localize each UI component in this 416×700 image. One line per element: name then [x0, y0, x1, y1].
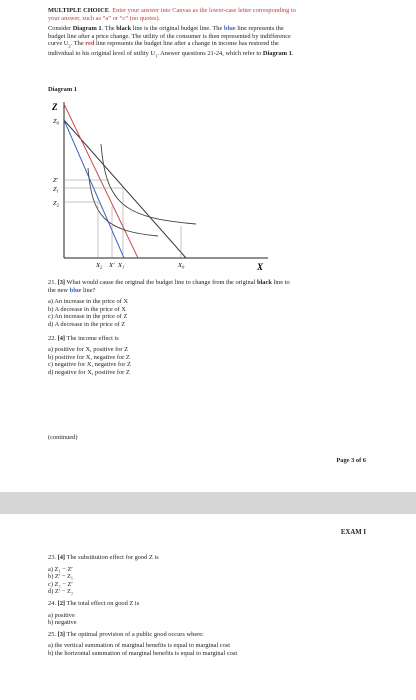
- intro-paragraph: Consider Diagram 1. The black line is the original budget line. The blue line represents the budget line after a price change. The utility of the consumer is then represented by indifference curve $U_2$. The red line represents the budget line after a change in income has restored the individual to his original level of utility $U_1$. Answer questions 21-24, which refer to Diagram 1.: [48, 25, 294, 59]
- q23-option-c: c) Z₂ − Z′: [48, 580, 73, 588]
- q21-option-b: b) A decrease in the price of X: [48, 305, 126, 313]
- q22-option-b: b) positive for X, negative for Z: [48, 353, 130, 361]
- y-tick-z1: $Z_1$: [53, 186, 59, 194]
- y-tick-zprime: Z′: [53, 177, 59, 184]
- y-tick-z2: $Z_2$: [53, 200, 59, 208]
- q25-option-a: a) the vertical summation of marginal benefits is equal to marginal cost: [48, 642, 231, 650]
- q23-option-a: a) Z₁ − Z′: [48, 565, 73, 573]
- question-24-text: 24. [2] The total effect on good Z is: [48, 599, 140, 607]
- q24-option-b: b) negative: [48, 619, 77, 627]
- diagram-title: Diagram 1: [48, 86, 77, 93]
- q24-option-a: a) positive: [48, 611, 75, 619]
- q21-option-a: a) An increase in the price of X: [48, 298, 129, 306]
- x-axis-label: X: [257, 262, 264, 272]
- q21-option-d: d) A decrease in the price of Z: [48, 320, 126, 328]
- q22-option-d: d) negative for X, positive for Z: [48, 368, 130, 376]
- instructions-line-2: your answer, such as “a” or “c” (no quotes).: [48, 14, 161, 22]
- original-budget-line: [64, 120, 186, 258]
- new-budget-line: [64, 120, 124, 258]
- y-tick-z0: $Z_0$: [53, 118, 59, 126]
- instructions-block: [48, 7, 374, 22]
- section-heading: MULTIPLE CHOICE: [48, 7, 110, 14]
- indifference-curve-u1: [101, 144, 196, 224]
- q23-option-b: b) Z′ − Z₁: [48, 573, 74, 581]
- questions-page-4: [48, 554, 374, 658]
- questions-page-3: 21. [3] What would cause the original the budget line to change from the original black line to the new blue line? a) An increase in the price of X b) A decrease in the price of X c) An increase in the price of Z d) A decrease in the price of Z 22. [4] The income effect is a) positive for X, positive for Z b) positive for X, negative for Z c) negative for X, negative for Z d) negative for X, positive for Z: [48, 279, 374, 377]
- question-22-text: 22. [4] The income effect is: [48, 334, 119, 342]
- instructions-line-1: MULTIPLE CHOICE. Enter your answer into Canvas as the lower-case letter corresponding to: [48, 7, 296, 14]
- q22-option-a: a) positive for X, positive for Z: [48, 346, 129, 354]
- q25-option-b: b) the horizontal summation of marginal benefits is equal to marginal cost: [48, 649, 238, 657]
- y-axis-label: Z: [52, 102, 58, 112]
- q21-option-c: c) An increase in the price of Z: [48, 313, 128, 321]
- exam-tag: EXAM I: [340, 529, 366, 536]
- q23-option-d: d) Z′ − Z₂: [48, 588, 74, 596]
- continued-note: (continued): [48, 434, 78, 441]
- x-tick-x0: $X_0$: [178, 262, 185, 270]
- compensated-budget-line: [64, 104, 138, 258]
- question-23-text: 23. [4] The substitution effect for good Z is: [48, 554, 159, 561]
- x-tick-x1: $X_1$: [118, 262, 125, 270]
- question-25-text: 25. [3] The optimal provision of a public good occurs where:: [48, 630, 204, 638]
- page-separator: [0, 492, 416, 514]
- question-21-text: 21. [3] What would cause the original the budget line to change from the original black line to: [48, 279, 290, 286]
- x-tick-x2: $X_2$: [96, 262, 103, 270]
- q22-option-c: c) negative for X, negative for Z: [48, 361, 131, 369]
- x-tick-xprime: X′: [109, 262, 115, 269]
- diagram-1: [46, 96, 276, 274]
- document-page-4: [0, 514, 416, 700]
- page-number: Page 3 of 6: [336, 457, 366, 464]
